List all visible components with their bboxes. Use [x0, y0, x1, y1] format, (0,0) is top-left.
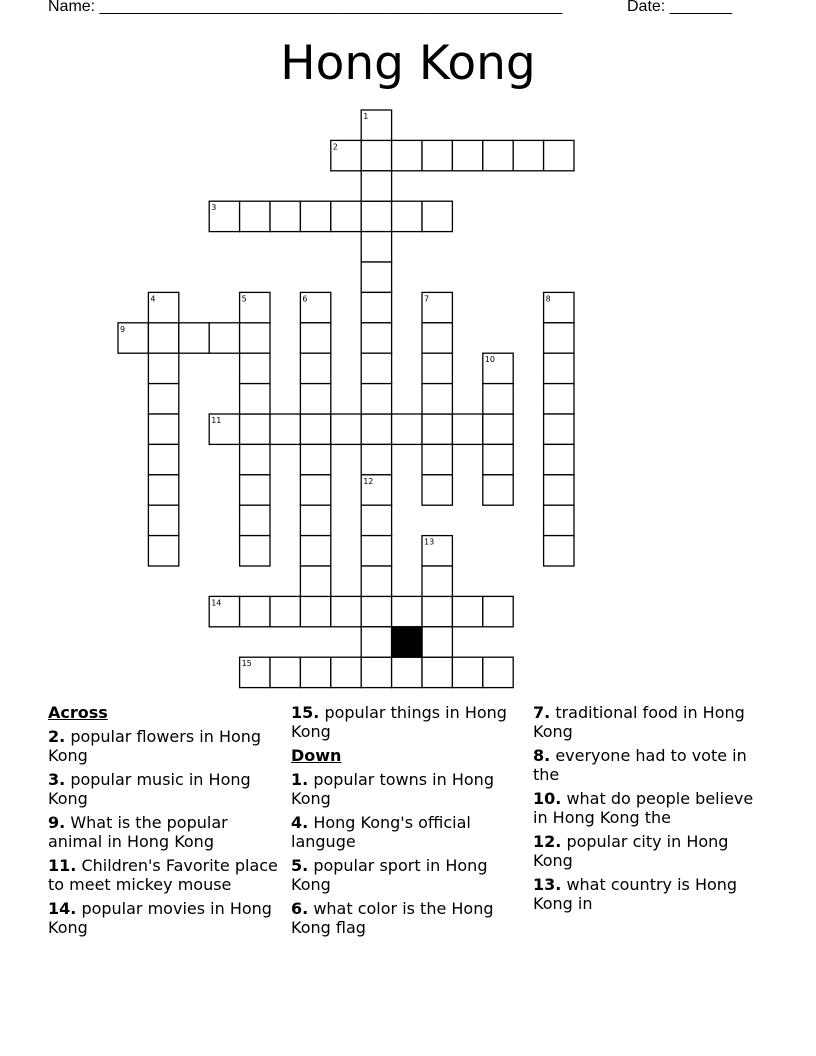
cell-number: 10 [484, 355, 495, 365]
grid-cell[interactable] [361, 353, 391, 383]
down-clue: 8. everyone had to vote in the [533, 746, 747, 784]
grid-cell[interactable] [300, 384, 330, 414]
grid-cell[interactable] [422, 384, 452, 414]
grid-cell[interactable] [544, 323, 574, 353]
cell-number: 9 [120, 324, 126, 334]
grid-cell[interactable] [483, 384, 513, 414]
grid-cell[interactable] [361, 444, 391, 474]
grid-cell[interactable] [513, 140, 543, 170]
grid-cell[interactable] [331, 657, 361, 687]
grid-cell[interactable] [300, 353, 330, 383]
grid-cell[interactable] [452, 596, 482, 626]
grid-cell[interactable] [422, 566, 452, 596]
grid-cell[interactable] [392, 140, 422, 170]
grid-cell[interactable] [300, 414, 330, 444]
grid-cell[interactable] [361, 536, 391, 566]
grid-cell[interactable] [240, 475, 270, 505]
cell-number: 8 [545, 294, 551, 304]
grid-cell[interactable] [148, 353, 178, 383]
clue-column-3 [533, 703, 765, 918]
grid-cell[interactable] [361, 384, 391, 414]
grid-cell[interactable] [544, 353, 574, 383]
grid-cell[interactable] [240, 323, 270, 353]
grid-cell[interactable] [452, 140, 482, 170]
across-clue: 15. popular things in Hong Kong [291, 703, 507, 741]
grid-cell[interactable] [361, 171, 391, 201]
cell-number: 6 [302, 294, 308, 304]
clue-column-1 [48, 703, 280, 942]
across-clue: 2. popular flowers in Hong Kong [48, 727, 262, 765]
grid-cell[interactable] [361, 627, 391, 657]
grid-cell[interactable] [240, 505, 270, 535]
across-clue: 14. popular movies in Hong Kong [48, 899, 272, 937]
name-field-label: Name: ____________________________________________________ [48, 0, 563, 15]
cell-number: 12 [363, 476, 374, 486]
across-heading: Across [48, 703, 108, 722]
date-field-label: Date: _______ [627, 0, 732, 15]
grid-cell[interactable] [361, 262, 391, 292]
grid-cell[interactable] [392, 201, 422, 231]
grid-cell[interactable] [361, 566, 391, 596]
grid-cell[interactable] [300, 566, 330, 596]
clue-column-2 [291, 703, 523, 942]
grid-cell[interactable] [422, 201, 452, 231]
down-heading: Down [291, 746, 342, 765]
grid-cell[interactable] [422, 140, 452, 170]
grid-cell[interactable] [422, 596, 452, 626]
cell-number: 15 [241, 659, 252, 669]
grid-cell[interactable] [179, 323, 209, 353]
cell-number: 14 [211, 598, 222, 608]
grid-cell[interactable] [422, 657, 452, 687]
grid-cell[interactable] [422, 627, 452, 657]
grid-cell[interactable] [331, 414, 361, 444]
across-clue: 9. What is the popular animal in Hong Kong [48, 813, 228, 851]
down-clue: 5. popular sport in Hong Kong [291, 856, 488, 894]
grid-cell[interactable] [544, 505, 574, 535]
grid-cell[interactable] [300, 323, 330, 353]
grid-cell[interactable] [209, 323, 239, 353]
grid-cell[interactable] [240, 414, 270, 444]
grid-cell[interactable] [544, 384, 574, 414]
grid-cell[interactable] [544, 444, 574, 474]
grid-cell[interactable] [300, 475, 330, 505]
cell-number: 13 [424, 537, 435, 547]
cell-number: 2 [332, 142, 338, 152]
grid-cell[interactable] [270, 201, 300, 231]
grid-cell[interactable] [148, 384, 178, 414]
cell-number: 3 [211, 203, 217, 213]
grid-cell[interactable] [422, 475, 452, 505]
grid-cell[interactable] [361, 140, 391, 170]
down-clue: 13. what country is Hong Kong in [533, 875, 738, 913]
grid-cell[interactable] [300, 505, 330, 535]
grid-cell[interactable] [361, 414, 391, 444]
grid-cell[interactable] [331, 201, 361, 231]
grid-cell[interactable] [361, 505, 391, 535]
grid-cell[interactable] [422, 323, 452, 353]
grid-cell[interactable] [483, 596, 513, 626]
grid-cell[interactable] [483, 140, 513, 170]
grid-cell[interactable] [240, 536, 270, 566]
grid-cell[interactable] [148, 505, 178, 535]
cell-number: 7 [424, 294, 430, 304]
grid-cell[interactable] [422, 414, 452, 444]
grid-cell[interactable] [148, 475, 178, 505]
grid-cell[interactable] [361, 323, 391, 353]
down-clue: 7. traditional food in Hong Kong [533, 703, 745, 741]
grid-cell[interactable] [422, 444, 452, 474]
grid-cell[interactable] [148, 444, 178, 474]
black-cell [392, 627, 422, 657]
grid-cell[interactable] [240, 596, 270, 626]
puzzle-title: Hong Kong [280, 36, 536, 91]
grid-cell[interactable] [331, 596, 361, 626]
grid-cell[interactable] [392, 414, 422, 444]
grid-cell[interactable] [483, 475, 513, 505]
grid-cell[interactable] [240, 353, 270, 383]
grid-cell[interactable] [240, 201, 270, 231]
down-clue: 12. popular city in Hong Kong [533, 832, 729, 870]
down-clue: 4. Hong Kong's official languge [291, 813, 471, 851]
grid-cell[interactable] [240, 444, 270, 474]
grid-cell[interactable] [240, 384, 270, 414]
grid-cell[interactable] [270, 596, 300, 626]
grid-cell[interactable] [452, 657, 482, 687]
grid-cell[interactable] [544, 536, 574, 566]
grid-cell[interactable] [544, 475, 574, 505]
grid-cell[interactable] [300, 536, 330, 566]
grid-cell[interactable] [452, 414, 482, 444]
across-clue: 11. Children's Favorite place to meet mickey mouse [48, 856, 278, 894]
grid-cell[interactable] [300, 444, 330, 474]
down-clue: 1. popular towns in Hong Kong [291, 770, 494, 808]
grid-cell[interactable] [361, 657, 391, 687]
cell-number: 1 [363, 112, 369, 121]
grid-cell[interactable] [483, 444, 513, 474]
grid-cell[interactable] [300, 596, 330, 626]
grid-cell[interactable] [361, 292, 391, 322]
grid-cell[interactable] [483, 414, 513, 444]
grid-cell[interactable] [361, 232, 391, 262]
across-clue: 3. popular music in Hong Kong [48, 770, 251, 808]
down-clue: 10. what do people believe in Hong Kong the [533, 789, 754, 827]
grid-cell[interactable] [361, 596, 391, 626]
grid-cell[interactable] [300, 201, 330, 231]
grid-cell[interactable] [544, 414, 574, 444]
grid-cell[interactable] [392, 657, 422, 687]
grid-cell[interactable] [270, 657, 300, 687]
cell-number: 11 [211, 416, 222, 425]
grid-cell[interactable] [483, 657, 513, 687]
grid-cell[interactable] [270, 414, 300, 444]
grid-cell[interactable] [148, 536, 178, 566]
grid-cell[interactable] [544, 140, 574, 170]
grid-cell[interactable] [392, 596, 422, 626]
grid-cell[interactable] [148, 414, 178, 444]
grid-cell[interactable] [148, 323, 178, 353]
cell-number: 5 [241, 294, 247, 304]
down-clue: 6. what color is the Hong Kong flag [291, 899, 494, 937]
cell-number: 4 [150, 294, 156, 304]
grid-cell[interactable] [361, 201, 391, 231]
grid-cell[interactable] [422, 353, 452, 383]
grid-cell[interactable] [300, 657, 330, 687]
